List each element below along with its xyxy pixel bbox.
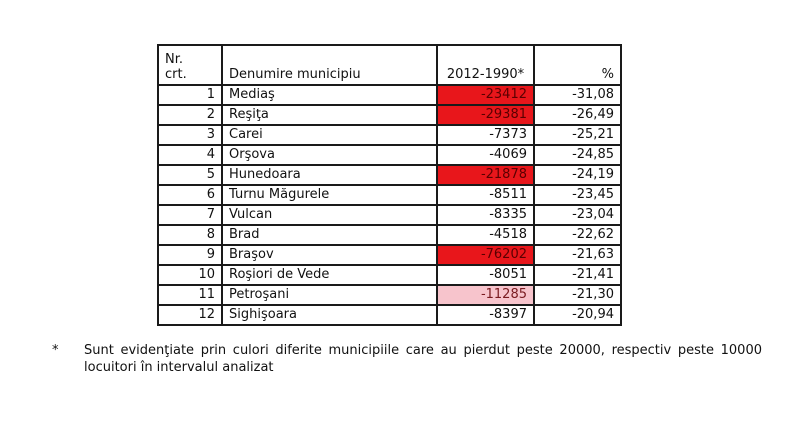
row-name: Petroşani bbox=[222, 285, 437, 305]
row-nr: 11 bbox=[158, 285, 222, 305]
table-row bbox=[158, 305, 621, 325]
row-diff: -76202 bbox=[437, 245, 534, 265]
row-pct: -24,19 bbox=[534, 165, 621, 185]
table-row bbox=[158, 85, 621, 105]
table-row bbox=[158, 205, 621, 225]
row-name: Vulcan bbox=[222, 205, 437, 225]
row-nr: 7 bbox=[158, 205, 222, 225]
row-diff: -29381 bbox=[437, 105, 534, 125]
footnote-text: Sunt evidenţiate prin culori diferite municipiile care au pierdut peste 20000, respectiv peste 10000 locuitori în intervalul analizat bbox=[84, 343, 762, 375]
row-nr: 9 bbox=[158, 245, 222, 265]
row-name: Orşova bbox=[222, 145, 437, 165]
row-pct: -31,08 bbox=[534, 85, 621, 105]
row-nr: 4 bbox=[158, 145, 222, 165]
table-header-row bbox=[158, 45, 621, 85]
row-nr: 10 bbox=[158, 265, 222, 285]
row-diff: -7373 bbox=[437, 125, 534, 145]
table-row bbox=[158, 105, 621, 125]
header-diff: 2012-1990* bbox=[437, 45, 534, 85]
row-diff: -4518 bbox=[437, 225, 534, 245]
row-nr: 2 bbox=[158, 105, 222, 125]
row-pct: -22,62 bbox=[534, 225, 621, 245]
row-name: Turnu Măgurele bbox=[222, 185, 437, 205]
row-nr: 5 bbox=[158, 165, 222, 185]
row-diff: -4069 bbox=[437, 145, 534, 165]
row-pct: -24,85 bbox=[534, 145, 621, 165]
row-diff: -23412 bbox=[437, 85, 534, 105]
row-pct: -20,94 bbox=[534, 305, 621, 325]
row-name: Sighişoara bbox=[222, 305, 437, 325]
population-table bbox=[157, 44, 622, 326]
table-row bbox=[158, 145, 621, 165]
header-name: Denumire municipiu bbox=[222, 45, 437, 85]
row-diff: -8511 bbox=[437, 185, 534, 205]
row-pct: -26,49 bbox=[534, 105, 621, 125]
table-row bbox=[158, 125, 621, 145]
row-nr: 8 bbox=[158, 225, 222, 245]
table-row bbox=[158, 225, 621, 245]
footnote-marker: * bbox=[52, 343, 59, 358]
row-name: Carei bbox=[222, 125, 437, 145]
row-diff: -11285 bbox=[437, 285, 534, 305]
table-row bbox=[158, 165, 621, 185]
row-pct: -25,21 bbox=[534, 125, 621, 145]
header-nr bbox=[158, 45, 222, 85]
row-pct: -21,63 bbox=[534, 245, 621, 265]
row-name: Brad bbox=[222, 225, 437, 245]
header-pct: % bbox=[534, 45, 621, 85]
row-diff: -8051 bbox=[437, 265, 534, 285]
row-pct: -23,45 bbox=[534, 185, 621, 205]
row-diff: -8397 bbox=[437, 305, 534, 325]
row-name: Reşiţa bbox=[222, 105, 437, 125]
row-nr: 3 bbox=[158, 125, 222, 145]
row-name: Mediaş bbox=[222, 85, 437, 105]
table-row bbox=[158, 285, 621, 305]
footnote bbox=[52, 342, 762, 376]
row-name: Braşov bbox=[222, 245, 437, 265]
table-row bbox=[158, 245, 621, 265]
table-row bbox=[158, 265, 621, 285]
row-nr: 6 bbox=[158, 185, 222, 205]
table-row bbox=[158, 185, 621, 205]
header-nr-label: Nr. crt. bbox=[165, 52, 187, 82]
row-pct: -21,30 bbox=[534, 285, 621, 305]
row-pct: -23,04 bbox=[534, 205, 621, 225]
row-diff: -21878 bbox=[437, 165, 534, 185]
row-nr: 12 bbox=[158, 305, 222, 325]
row-diff: -8335 bbox=[437, 205, 534, 225]
row-nr: 1 bbox=[158, 85, 222, 105]
row-name: Roşiori de Vede bbox=[222, 265, 437, 285]
row-pct: -21,41 bbox=[534, 265, 621, 285]
row-name: Hunedoara bbox=[222, 165, 437, 185]
